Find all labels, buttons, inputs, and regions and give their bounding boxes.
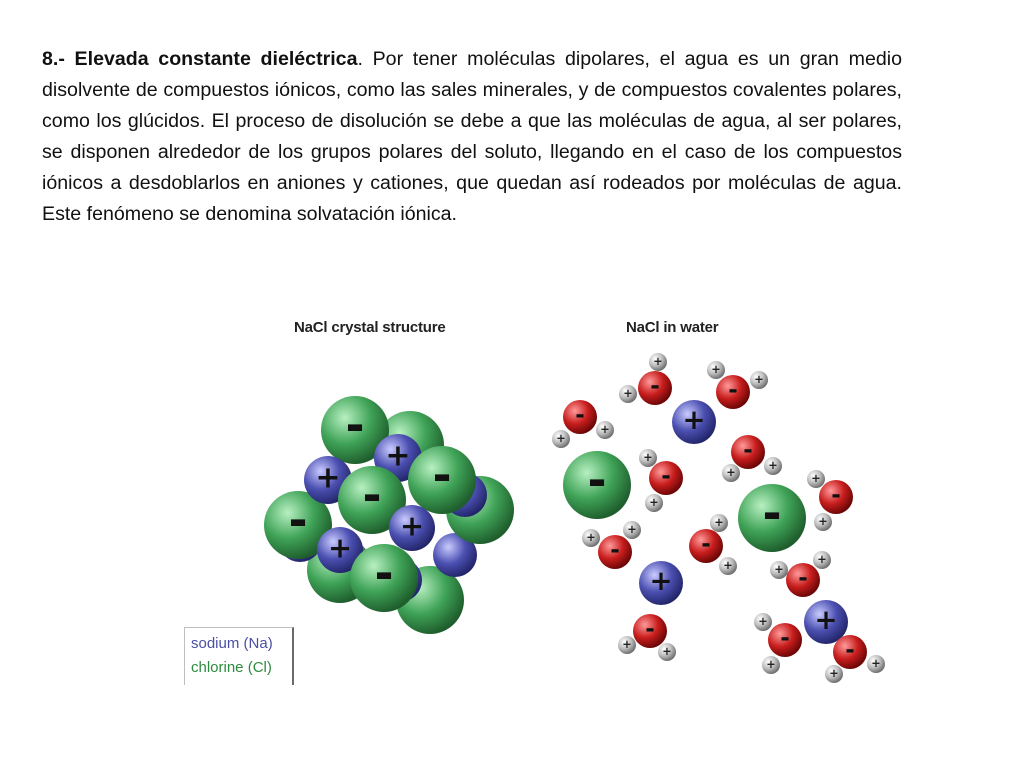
water-0-oxygen	[638, 371, 672, 405]
svg-text:+: +	[556, 431, 566, 445]
svg-text:+: +	[714, 515, 724, 529]
water-ion-0	[563, 451, 631, 519]
svg-text:+: +	[768, 458, 778, 472]
svg-text:+: +	[622, 637, 632, 651]
svg-text:+: +	[766, 657, 776, 671]
svg-text:-: -	[845, 637, 855, 664]
water-5-hydrogen-1	[814, 513, 832, 531]
crystal-ion-16	[350, 544, 418, 612]
svg-text:+: +	[649, 565, 673, 598]
water-11-hydrogen-0	[825, 665, 843, 683]
water-3-hydrogen-0	[764, 457, 782, 475]
paragraph-heading: 8.- Elevada constante dieléctrica	[42, 48, 358, 70]
crystal-ion-12	[408, 446, 476, 514]
water-ion-1	[738, 484, 806, 552]
water-6-hydrogen-1	[623, 521, 641, 539]
water-5-hydrogen-0	[807, 470, 825, 488]
water-7-hydrogen-0	[710, 514, 728, 532]
water-10-oxygen	[768, 623, 802, 657]
legend-chlorine: chlorine (Cl)	[191, 659, 272, 676]
water-6-hydrogen-0	[582, 529, 600, 547]
svg-text:-: -	[587, 452, 607, 507]
water-0-hydrogen-1	[619, 385, 637, 403]
water-2-hydrogen-0	[552, 430, 570, 448]
svg-text:-: -	[575, 402, 585, 429]
svg-text:+: +	[653, 354, 663, 368]
svg-text:-: -	[610, 537, 620, 564]
water-6-oxygen	[598, 535, 632, 569]
water-3-oxygen	[731, 435, 765, 469]
crystal-ion-14	[389, 505, 435, 551]
water-1-hydrogen-1	[750, 371, 768, 389]
svg-text:-: -	[743, 437, 753, 464]
water-9-hydrogen-1	[658, 643, 676, 661]
svg-text:-: -	[661, 463, 671, 490]
svg-text:-: -	[645, 616, 655, 643]
water-ion-2	[672, 400, 716, 444]
svg-text:+: +	[623, 386, 633, 400]
water-9-hydrogen-0	[618, 636, 636, 654]
crystal-caption: NaCl crystal structure	[294, 319, 446, 336]
svg-text:+: +	[871, 656, 881, 670]
svg-text:-: -	[701, 531, 711, 558]
svg-text:+: +	[399, 508, 425, 543]
water-9-oxygen	[633, 614, 667, 648]
svg-text:-: -	[345, 397, 365, 452]
svg-text:+: +	[682, 404, 706, 437]
svg-text:-: -	[362, 467, 382, 522]
water-caption: NaCl in water	[626, 319, 719, 336]
water-5-oxygen	[819, 480, 853, 514]
svg-text:+: +	[600, 422, 610, 436]
svg-text:+: +	[817, 552, 827, 566]
svg-text:+: +	[818, 514, 828, 528]
water-2-hydrogen-1	[596, 421, 614, 439]
svg-text:-: -	[780, 625, 790, 652]
svg-text:+: +	[829, 666, 839, 680]
svg-text:+: +	[723, 558, 733, 572]
svg-text:+: +	[811, 471, 821, 485]
svg-text:+: +	[726, 465, 736, 479]
water-1-hydrogen-0	[707, 361, 725, 379]
water-1-oxygen	[716, 375, 750, 409]
svg-text:+: +	[754, 372, 764, 386]
water-10-hydrogen-1	[762, 656, 780, 674]
ion-legend	[184, 627, 294, 685]
svg-text:+: +	[327, 530, 353, 565]
svg-text:-: -	[798, 565, 808, 592]
svg-text:+: +	[711, 362, 721, 376]
water-8-hydrogen-1	[813, 551, 831, 569]
svg-text:+: +	[315, 460, 341, 496]
svg-text:+: +	[814, 604, 838, 637]
water-11-oxygen	[833, 635, 867, 669]
svg-text:+: +	[586, 530, 596, 544]
water-7-oxygen	[689, 529, 723, 563]
svg-text:+: +	[385, 438, 411, 474]
legend-sodium: sodium (Na)	[191, 635, 273, 652]
water-4-hydrogen-1	[645, 494, 663, 512]
water-10-hydrogen-0	[754, 613, 772, 631]
water-ion-3	[639, 561, 683, 605]
water-3-hydrogen-1	[722, 464, 740, 482]
water-4-oxygen	[649, 461, 683, 495]
svg-text:+: +	[627, 522, 637, 536]
water-8-hydrogen-0	[770, 561, 788, 579]
svg-text:+: +	[649, 495, 659, 509]
svg-text:+: +	[774, 562, 784, 576]
water-2-oxygen	[563, 400, 597, 434]
svg-text:-: -	[650, 373, 660, 400]
svg-text:+: +	[643, 450, 653, 464]
svg-text:-: -	[831, 482, 841, 509]
water-0-hydrogen-0	[649, 353, 667, 371]
water-7-hydrogen-1	[719, 557, 737, 575]
svg-text:+: +	[662, 644, 672, 658]
water-4-hydrogen-0	[639, 449, 657, 467]
water-11-hydrogen-1	[867, 655, 885, 673]
svg-text:-: -	[288, 492, 308, 547]
water-8-oxygen	[786, 563, 820, 597]
paragraph-text: . Por tener moléculas dipolares, el agua es un gran medio disolvente de compuestos iónicos, como las sales minerales, y de compuestos covalentes polares, como los glúcidos. El proceso de disolución se debe a que las moléculas de agua, al ser polares, se disponen alrededor de los grupos polares del soluto, llegando en el caso de los compuestos iónicos a desdoblarlos en aniones y cationes, que quedan así rodeados por moléculas de agua. Este fenómeno se denomina solvatación iónica.	[42, 48, 903, 225]
svg-text:+: +	[758, 614, 768, 628]
svg-text:-: -	[728, 377, 738, 404]
svg-text:-: -	[432, 447, 452, 502]
svg-text:-: -	[374, 545, 394, 600]
svg-text:-: -	[762, 485, 782, 540]
